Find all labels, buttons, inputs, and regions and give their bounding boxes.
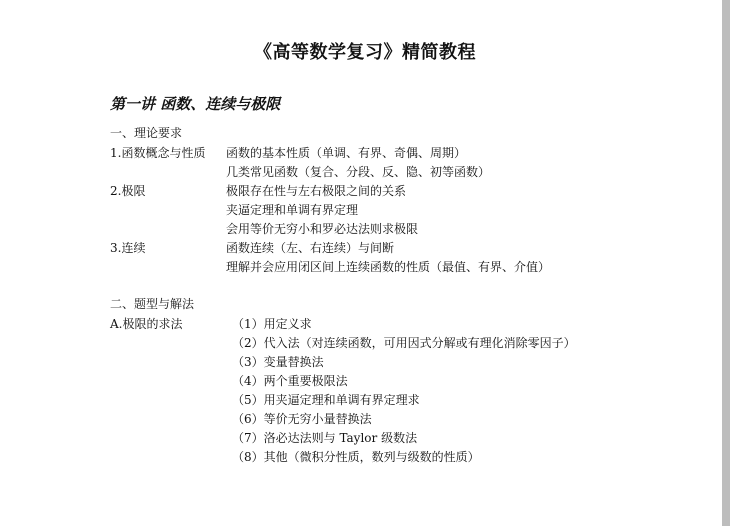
method-item: （5）用夹逼定理和单调有界定理求: [232, 393, 420, 407]
lecture-title: 第一讲 函数、连续与极限: [110, 95, 281, 113]
item-line: 几类常见函数（复合、分段、反、隐、初等函数）: [226, 165, 491, 179]
method-item: （7）洛必达法则与 Taylor 级数法: [232, 431, 418, 445]
section-heading-problems: 二、题型与解法: [110, 297, 195, 311]
item-line: 夹逼定理和单调有界定理: [226, 203, 359, 217]
section-heading-theory: 一、理论要求: [110, 126, 183, 140]
page-edge-shadow: [722, 0, 730, 526]
item-label-limit: 2.极限: [110, 184, 146, 198]
method-item: （2）代入法（对连续函数，可用因式分解或有理化消除零因子）: [232, 336, 576, 350]
item-line: 函数的基本性质（单调、有界、奇偶、周期）: [226, 146, 467, 160]
item-label-function: 1.函数概念与性质: [110, 146, 206, 160]
method-item: （4）两个重要极限法: [232, 374, 348, 388]
item-line: 函数连续（左、右连续）与间断: [226, 241, 395, 255]
method-item: （1）用定义求: [232, 317, 312, 331]
item-label-limit-methods: A.极限的求法: [110, 317, 183, 331]
item-line: 极限存在性与左右极限之间的关系: [226, 184, 407, 198]
method-item: （3）变量替换法: [232, 355, 324, 369]
document-title: 《高等数学复习》精简教程: [254, 42, 476, 63]
item-label-continuity: 3.连续: [110, 241, 146, 255]
item-line: 会用等价无穷小和罗必达法则求极限: [226, 222, 419, 236]
item-line: 理解并会应用闭区间上连续函数的性质（最值、有界、介值）: [226, 260, 551, 274]
method-item: （6）等价无穷小量替换法: [232, 412, 372, 426]
method-item: （8）其他（微积分性质，数列与级数的性质）: [232, 450, 480, 464]
